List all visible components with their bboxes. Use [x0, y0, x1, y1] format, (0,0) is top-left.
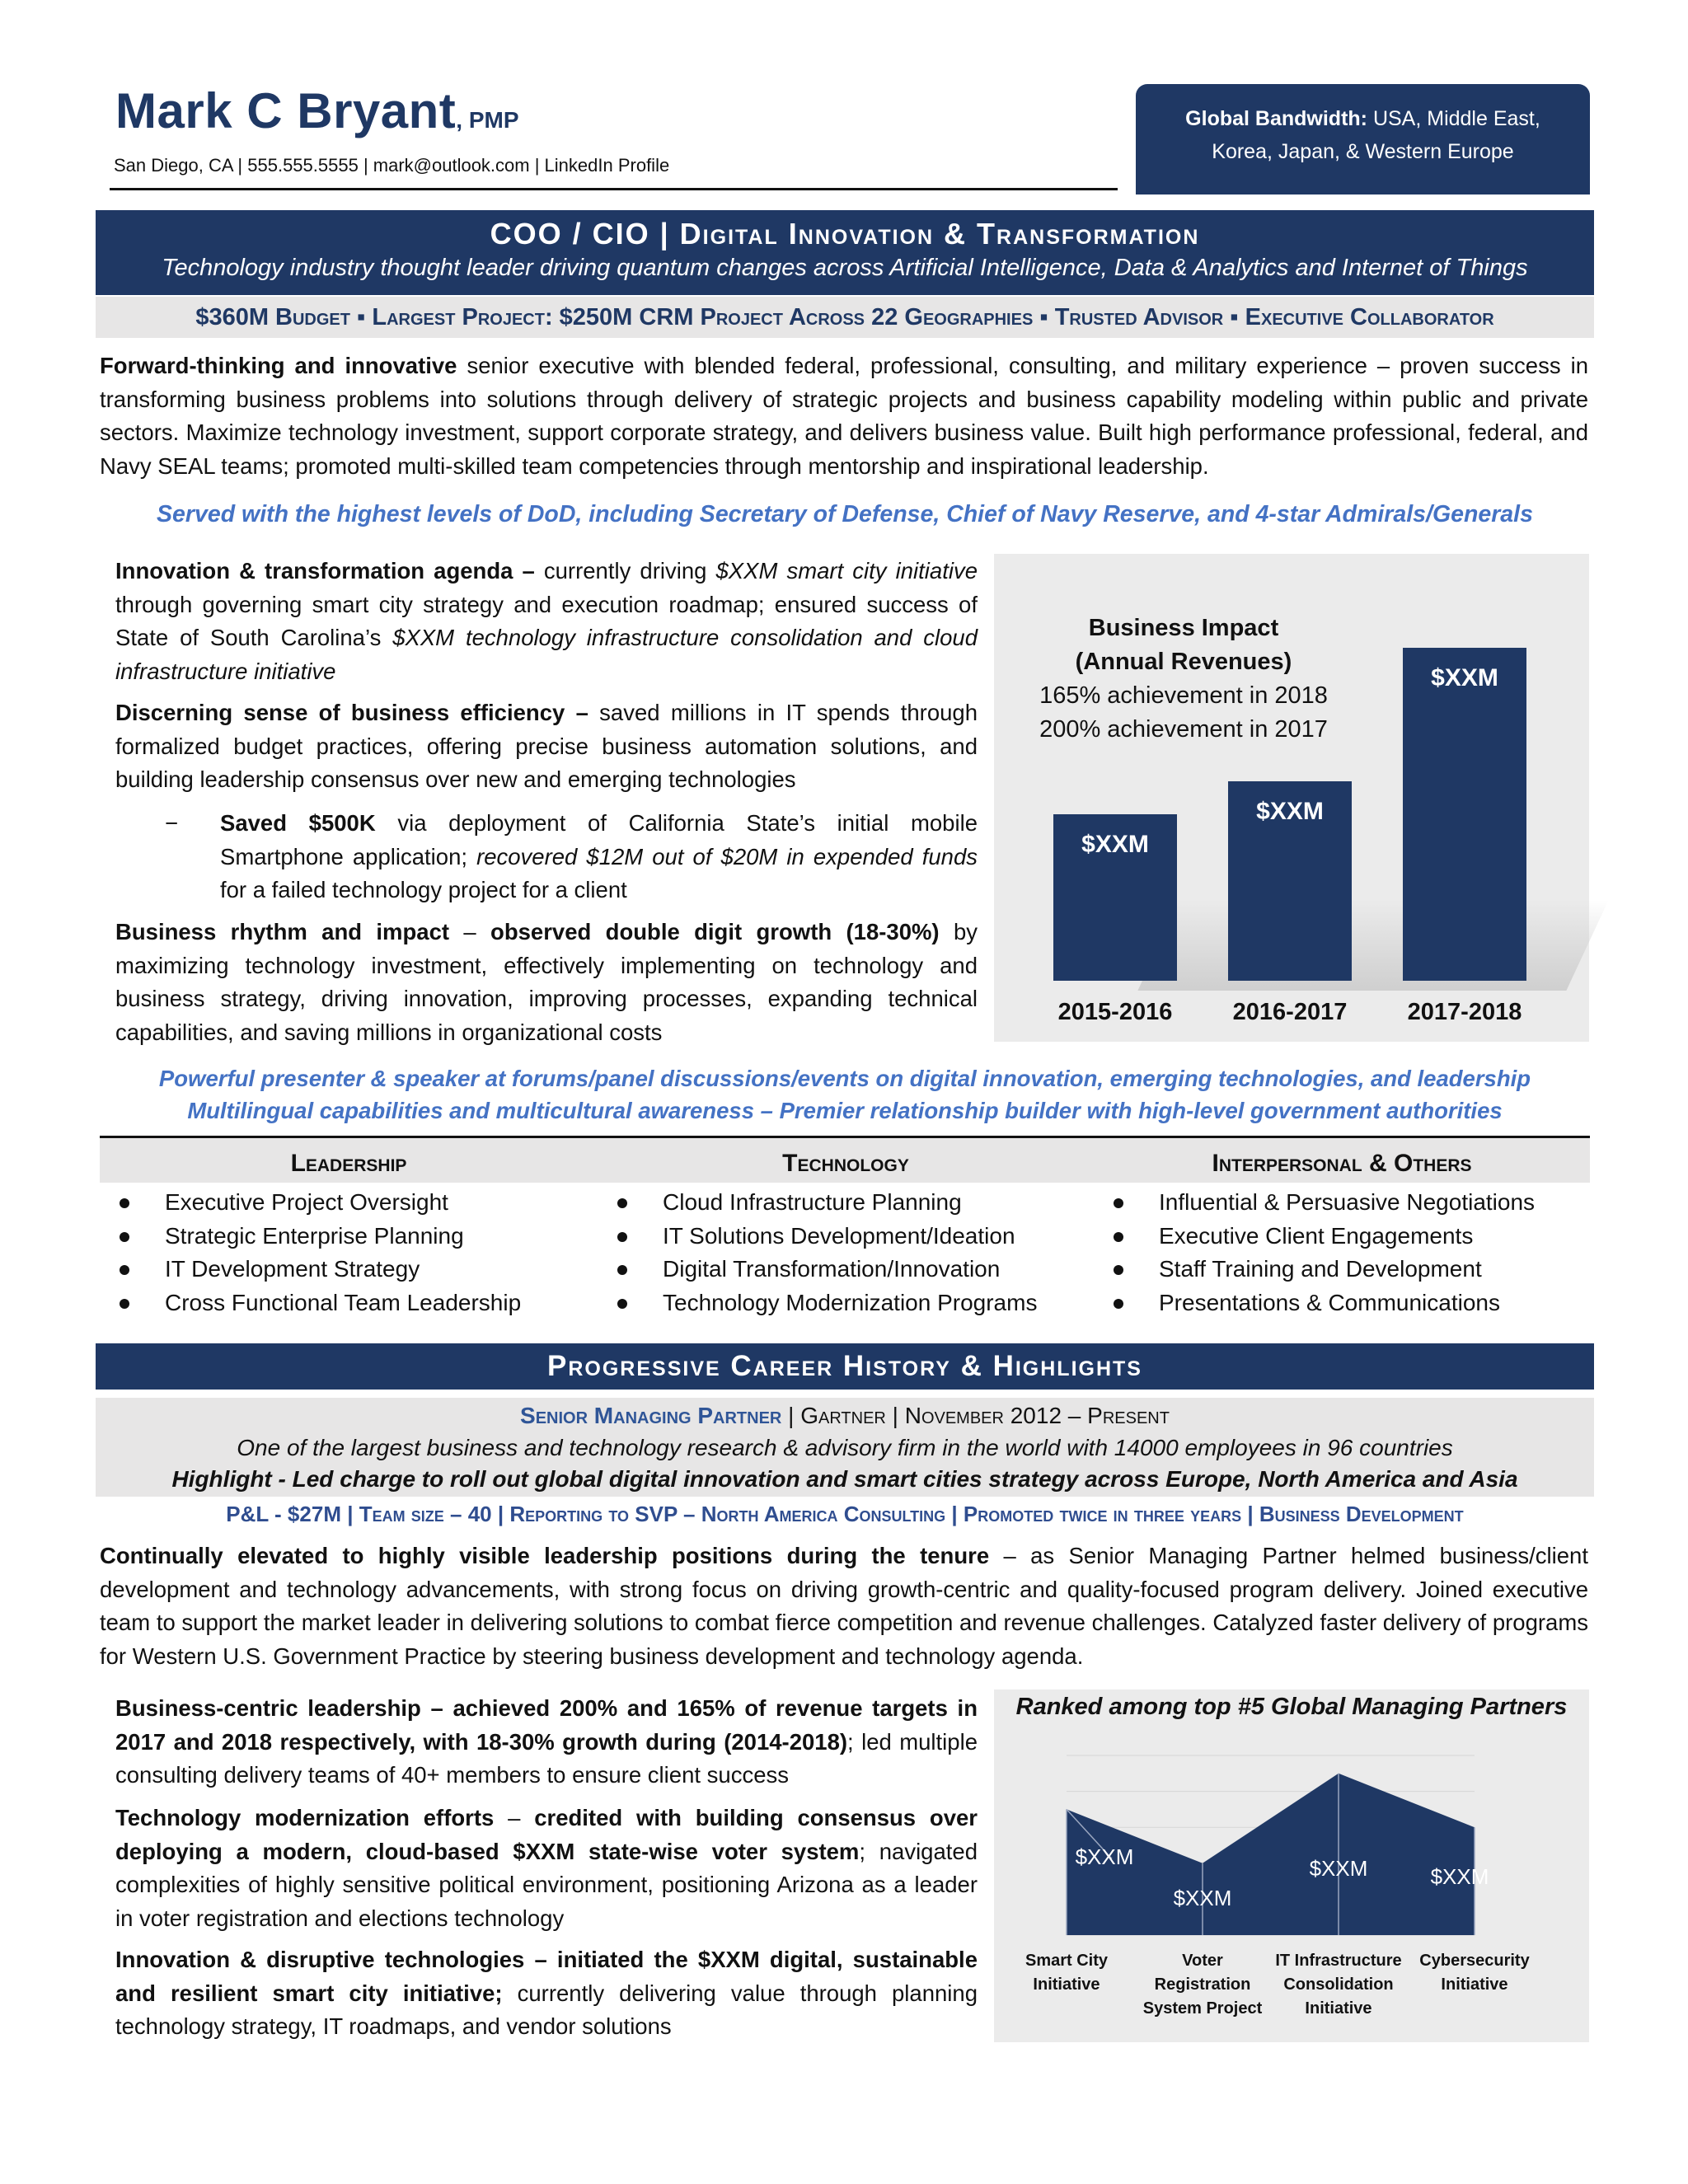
achievement-1-italic-1: $XXM smart city initiative — [715, 558, 978, 583]
summary-text: senior executive with blended federal, professional, consulting, and military experience – proven success in transforming business problems into solutions through delivery of strategic projects and business capability modeling within public and private sectors. Maximize technology investment, support corporate strategy, and delivers business value. Built high performance professional, federal, and Navy SEAL teams; promoted multi-skilled team competencies through mentorship and inspirational leadership. — [100, 353, 1588, 479]
header-rule — [110, 188, 1118, 190]
skill-item: Staff Training and Development — [1159, 1256, 1482, 1282]
skill-item: IT Development Strategy — [165, 1256, 420, 1282]
role-block — [96, 1398, 1594, 1497]
area-data-label: $XXM — [1075, 1844, 1134, 1869]
career-section-banner — [96, 1343, 1594, 1390]
chart-caption — [1010, 612, 1357, 747]
area-category-label: Voter Registration System Project — [1142, 1952, 1263, 2018]
area-category-label: IT Infrastructure Consolidation Initiative — [1275, 1952, 1402, 2018]
summary-lead: Forward-thinking and innovative — [100, 353, 457, 378]
skill-item: Strategic Enterprise Planning — [165, 1222, 464, 1249]
career-bullet-2-lead: Technology modernization efforts — [115, 1805, 495, 1830]
company-name: Gartner — [800, 1403, 886, 1428]
bullet-dot — [1114, 1299, 1123, 1309]
keyline-strip: $360M Budget ▪ Largest Project: $250M CRM Project Across 22 Geographies ▪ Trusted Advisor ▪ Executive Collaborator — [96, 297, 1594, 338]
career-bullet-1 — [115, 1692, 978, 1793]
achievement-3-italic: recovered $12M out of $20M in expended funds — [476, 843, 978, 869]
bandwidth-text-1: USA, Middle East, — [1367, 107, 1540, 130]
area-data-label: $XXM — [1309, 1856, 1368, 1881]
bar-data-label: $XXM — [1081, 831, 1149, 858]
achievement-1-italic-2: $XXM technology infrastructure consolidation and cloud infrastructure initiative — [115, 625, 978, 684]
presenter-line-2: Multilingual capabilities and multicultural awareness – Premier relationship builder with high-level government authorities — [187, 1098, 1503, 1123]
bullet-dot — [120, 1232, 129, 1242]
bullet-dot — [617, 1232, 627, 1242]
career-bullet-1-text: ; led multiple consulting delivery teams of 40+ members to ensure client success — [115, 1728, 978, 1788]
served-line: Served with the highest levels of DoD, including Secretary of Defense, Chief of Navy Reserve, and 4-star Admirals/Generals — [157, 501, 1533, 527]
skill-item: Cross Functional Team Leadership — [165, 1289, 522, 1315]
global-bandwidth-box — [1136, 84, 1590, 194]
career-bullet-1-lead: Business-centric leadership – achieved 200% and 165% of revenue targets in 2017 and 2018 respectively, with 18-30% growth during (2014-2018) — [115, 1695, 978, 1755]
headline-subtitle: Technology industry thought leader driving quantum changes across Artificial Intelligence, Data & Analytics and Internet of Things — [162, 255, 1528, 281]
achievement-1-text: currently driving — [534, 558, 716, 583]
career-summary-lead: Continually elevated to highly visible leadership positions during the tenure — [100, 1543, 990, 1568]
achievement-3-text-2: for a failed technology project for a client — [220, 877, 627, 902]
summary-paragraph — [100, 349, 1588, 483]
career-bullet-3-text: currently delivering value through planning technology strategy, IT roadmaps, and vendor solutions — [115, 1980, 978, 2039]
achievement-4-mid: – — [449, 919, 491, 944]
bullet-dot — [120, 1299, 129, 1309]
career-bullet-2-mid: – — [494, 1805, 535, 1830]
achievement-4-text: by maximizing technology investment, effectively implementing on technology and business strategy, driving innovation, improving processes, expanding technical capabilities, and saving millions in organizational costs — [115, 919, 978, 1045]
bar-category-label: 2017-2018 — [1407, 999, 1522, 1025]
title-banner — [96, 210, 1594, 295]
managing-partners-chart — [994, 1690, 1589, 2042]
achievement-1-text-2: through governing smart city strategy and execution roadmap; ensured success of State of South Carolina’s — [115, 591, 978, 650]
role-title: Senior Managing Partner — [520, 1403, 782, 1428]
role-dates: November 2012 – Present — [904, 1403, 1170, 1428]
skill-item: Technology Modernization Programs — [663, 1289, 1038, 1315]
business-impact-chart — [994, 554, 1589, 1042]
skill-item: Digital Transformation/Innovation — [663, 1256, 1001, 1282]
achievement-3-text: via deployment of California State’s initial mobile Smartphone application; — [220, 810, 978, 869]
sub-bullet-dash: − — [165, 810, 179, 836]
skill-item: Influential & Persuasive Negotiations — [1159, 1189, 1536, 1215]
achievement-3 — [220, 807, 978, 907]
area-data-label: $XXM — [1430, 1864, 1489, 1889]
bullet-dot — [617, 1198, 627, 1208]
role-line: Senior Managing Partner | Gartner | November 2012 – Present — [520, 1403, 1170, 1428]
bar-data-label: $XXM — [1431, 664, 1498, 691]
role-highlight: Highlight - Led charge to roll out global digital innovation and smart cities strategy across Europe, North America and Asia — [171, 1466, 1518, 1492]
chart-title: Business Impact — [1088, 615, 1279, 641]
skills-header-row — [100, 1138, 1590, 1183]
bullet-dot — [120, 1265, 129, 1275]
chart-note-1: 165% achievement in 2018 — [1039, 682, 1328, 709]
career-section-title: Progressive Career History & Highlights — [547, 1350, 1142, 1382]
achievement-1 — [115, 555, 978, 688]
chart-note-2: 200% achievement in 2017 — [1039, 716, 1328, 743]
contact-line: San Diego, CA | 555.555.5555 | mark@outlook.com | LinkedIn Profile — [114, 155, 670, 176]
career-bullet-2 — [115, 1802, 978, 1935]
chart-subtitle: (Annual Revenues) — [1075, 649, 1292, 675]
bar-2017-2018 — [1403, 648, 1526, 981]
name-text: Mark C Bryant — [115, 83, 457, 138]
bullet-dot — [1114, 1232, 1123, 1242]
career-bullet-3 — [115, 1943, 978, 2044]
career-summary — [100, 1540, 1588, 1673]
achievement-4 — [115, 916, 978, 1049]
area-data-label: $XXM — [1173, 1886, 1232, 1910]
bar-category-label: 2016-2017 — [1232, 999, 1348, 1025]
bullet-dot — [1114, 1265, 1123, 1275]
skills-header-technology: Technology — [782, 1150, 909, 1177]
bar-shadow — [1137, 900, 1608, 991]
achievement-2 — [115, 696, 978, 797]
career-summary-text: – as Senior Managing Partner helmed business/client development and technology advancements, with strong focus on driving growth-centric and quality-focused program delivery. Joined executive team to support the market leader in delivering solutions to combat fierce competition and revenue challenges. Catalyzed faster delivery of programs for Western U.S. Government Practice by steering business development and technology agenda. — [100, 1543, 1588, 1669]
bullet-dot — [617, 1265, 627, 1275]
headline-title: COO / CIO | Digital Innovation & Transformation — [490, 217, 1200, 251]
skill-item: Executive Client Engagements — [1159, 1222, 1474, 1249]
area-category-label: Cybersecurity Initiative — [1419, 1952, 1530, 1994]
skill-item: IT Solutions Development/Ideation — [663, 1222, 1015, 1249]
achievement-4-lead: Business rhythm and impact — [115, 919, 450, 944]
skills-header-leadership: Leadership — [290, 1150, 407, 1177]
area-category-label: Smart City Initiative — [1025, 1952, 1109, 1994]
skill-item: Cloud Infrastructure Planning — [663, 1189, 962, 1215]
bar-data-label: $XXM — [1256, 797, 1324, 825]
bullet-dot — [617, 1299, 627, 1309]
career-bullet-3-lead: Innovation & disruptive technologies – initiated the $XXM digital, sustainable and resilient smart city initiative; — [115, 1947, 978, 2006]
company-description: One of the largest business and technology research & advisory firm in the world with 14000 employees in 96 countries — [237, 1435, 1453, 1460]
skill-item: Executive Project Oversight — [165, 1189, 448, 1215]
skills-header-interpersonal: Interpersonal & Others — [1212, 1150, 1472, 1177]
skill-item: Presentations & Communications — [1159, 1289, 1500, 1315]
credential: , PMP — [456, 107, 519, 133]
bandwidth-text-2: Korea, Japan, & Western Europe — [1212, 140, 1514, 163]
candidate-name — [115, 82, 519, 139]
achievement-4-lead-2: observed double digit growth (18-30%) — [490, 919, 940, 944]
achievement-2-lead: Discerning sense of business efficiency – — [115, 700, 588, 725]
achievement-1-lead: Innovation & transformation agenda – — [115, 558, 535, 583]
bullet-dot — [1114, 1198, 1123, 1208]
bar-category-label: 2015-2016 — [1057, 999, 1173, 1025]
bullet-dot — [120, 1198, 129, 1208]
achievement-3-lead: Saved $500K — [220, 810, 376, 836]
career-bullet-2-text: ; navigated complexities of highly sensitive political environment, positioning Arizona as a leader in voter registration and elections technology — [115, 1838, 978, 1931]
presenter-line-1: Powerful presenter & speaker at forums/panel discussions/events on digital innovation, emerging technologies, and leadership — [158, 1066, 1531, 1091]
bandwidth-label: Global Bandwidth: — [1185, 107, 1367, 130]
role-facts: P&L - $27M | Team size – 40 | Reporting to SVP – North America Consulting | Promoted twice in three years | Business Development — [226, 1502, 1464, 1526]
career-bullet-2-lead-2: credited with building consensus over deploying a modern, cloud-based $XXM state-wise voter system — [115, 1805, 978, 1864]
area-chart-title: Ranked among top #5 Global Managing Partners — [1015, 1694, 1568, 1720]
achievement-2-text: saved millions in IT spends through formalized budget practices, offering precise business automation solutions, and building leadership consensus over new and emerging technologies — [115, 700, 978, 792]
